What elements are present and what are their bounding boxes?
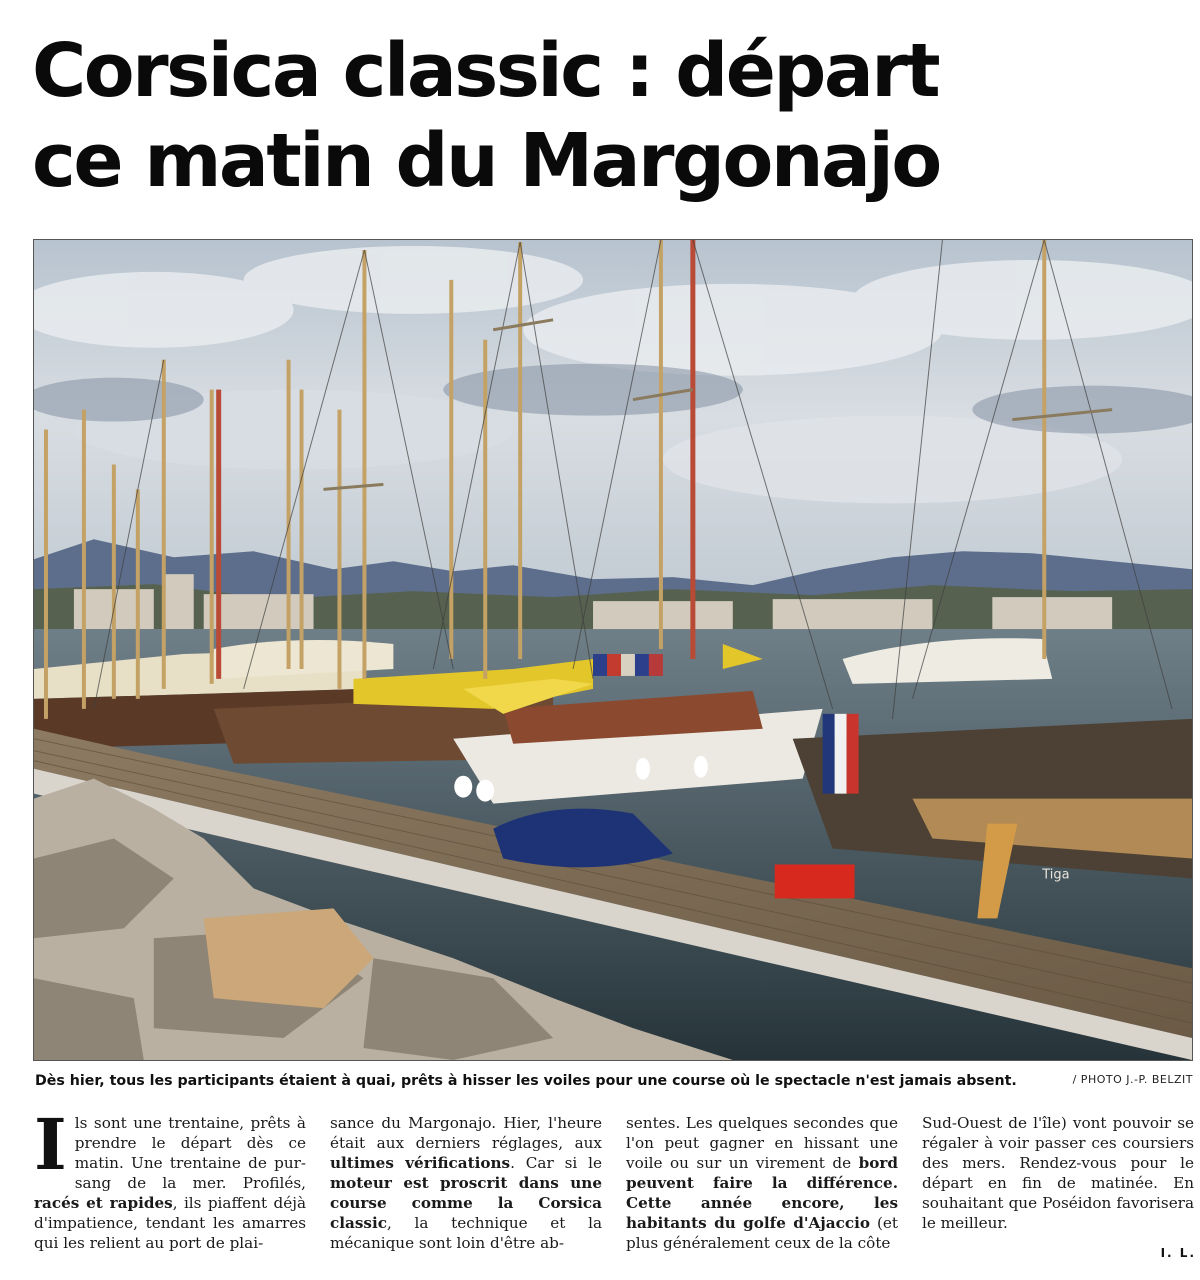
col1-text-2: , ils piaffent déjà d'impatience, tendant les amarres qui les relient au port de plai-	[34, 1194, 306, 1252]
harbor-illustration	[34, 240, 1192, 1060]
col3-text-2: (et plus généralement ceux de la côte	[626, 1214, 898, 1252]
col2-text-2: . Car si le	[510, 1154, 602, 1172]
jerrycans	[775, 864, 855, 898]
article-body	[34, 1103, 1198, 1263]
article-column-3	[626, 1113, 898, 1253]
headline-line-1: Corsica classic : départ	[32, 28, 939, 114]
french-flag	[823, 714, 859, 794]
col2-text-1: sance du Margonajo. Hier, l'heure était aux derniers réglages, aux	[330, 1114, 602, 1152]
harbor-photo	[33, 239, 1193, 1061]
col2-text-3: , la technique et la mécanique sont loin d'être ab-	[330, 1214, 602, 1252]
col1-text-1: ls sont une trentaine, prêts à prendre le départ dès ce matin. Une trentaine de pur-sang de la mer. Profilés,	[74, 1114, 306, 1192]
col2-bold-2: moteur est proscrit dans une course comme la Corsica classic	[330, 1174, 602, 1232]
drop-cap: I	[34, 1103, 67, 1186]
article-column-2	[330, 1113, 602, 1253]
col3-text-1: sentes. Les quelques secondes que l'on peut gagner en hissant une voile ou sur un virement de	[626, 1114, 898, 1172]
article-column-1	[34, 1103, 306, 1253]
flag-stripes	[593, 654, 663, 676]
headline	[32, 26, 1172, 206]
photo-credit: / PHOTO J.-P. BELZIT	[1072, 1073, 1193, 1086]
col4-text-1: Sud-Ouest de l'île) vont pouvoir se régaler à voir passer ces coursiers des mers. Rendez-vous pour le départ en fin de matinée. En souhaitant que Poséidon favorisera le meilleur.	[922, 1114, 1194, 1232]
photo-caption: Dès hier, tous les participants étaient à quai, prêts à hisser les voiles pour une course où le spectacle n'est jamais absent.	[35, 1073, 1017, 1089]
col2-bold-1: ultimes vérifications	[330, 1154, 511, 1172]
headline-line-2: ce matin du Margonajo	[32, 118, 940, 204]
article-column-4	[922, 1113, 1194, 1233]
author-signature: I. L.	[1160, 1246, 1196, 1260]
col3-bold-1: bord peuvent faire la différence. Cette année encore, les habitants du golfe d'Ajaccio	[626, 1154, 898, 1232]
boat-name: Tiga	[1042, 867, 1070, 883]
col1-bold-1: racés et rapides	[34, 1194, 173, 1212]
